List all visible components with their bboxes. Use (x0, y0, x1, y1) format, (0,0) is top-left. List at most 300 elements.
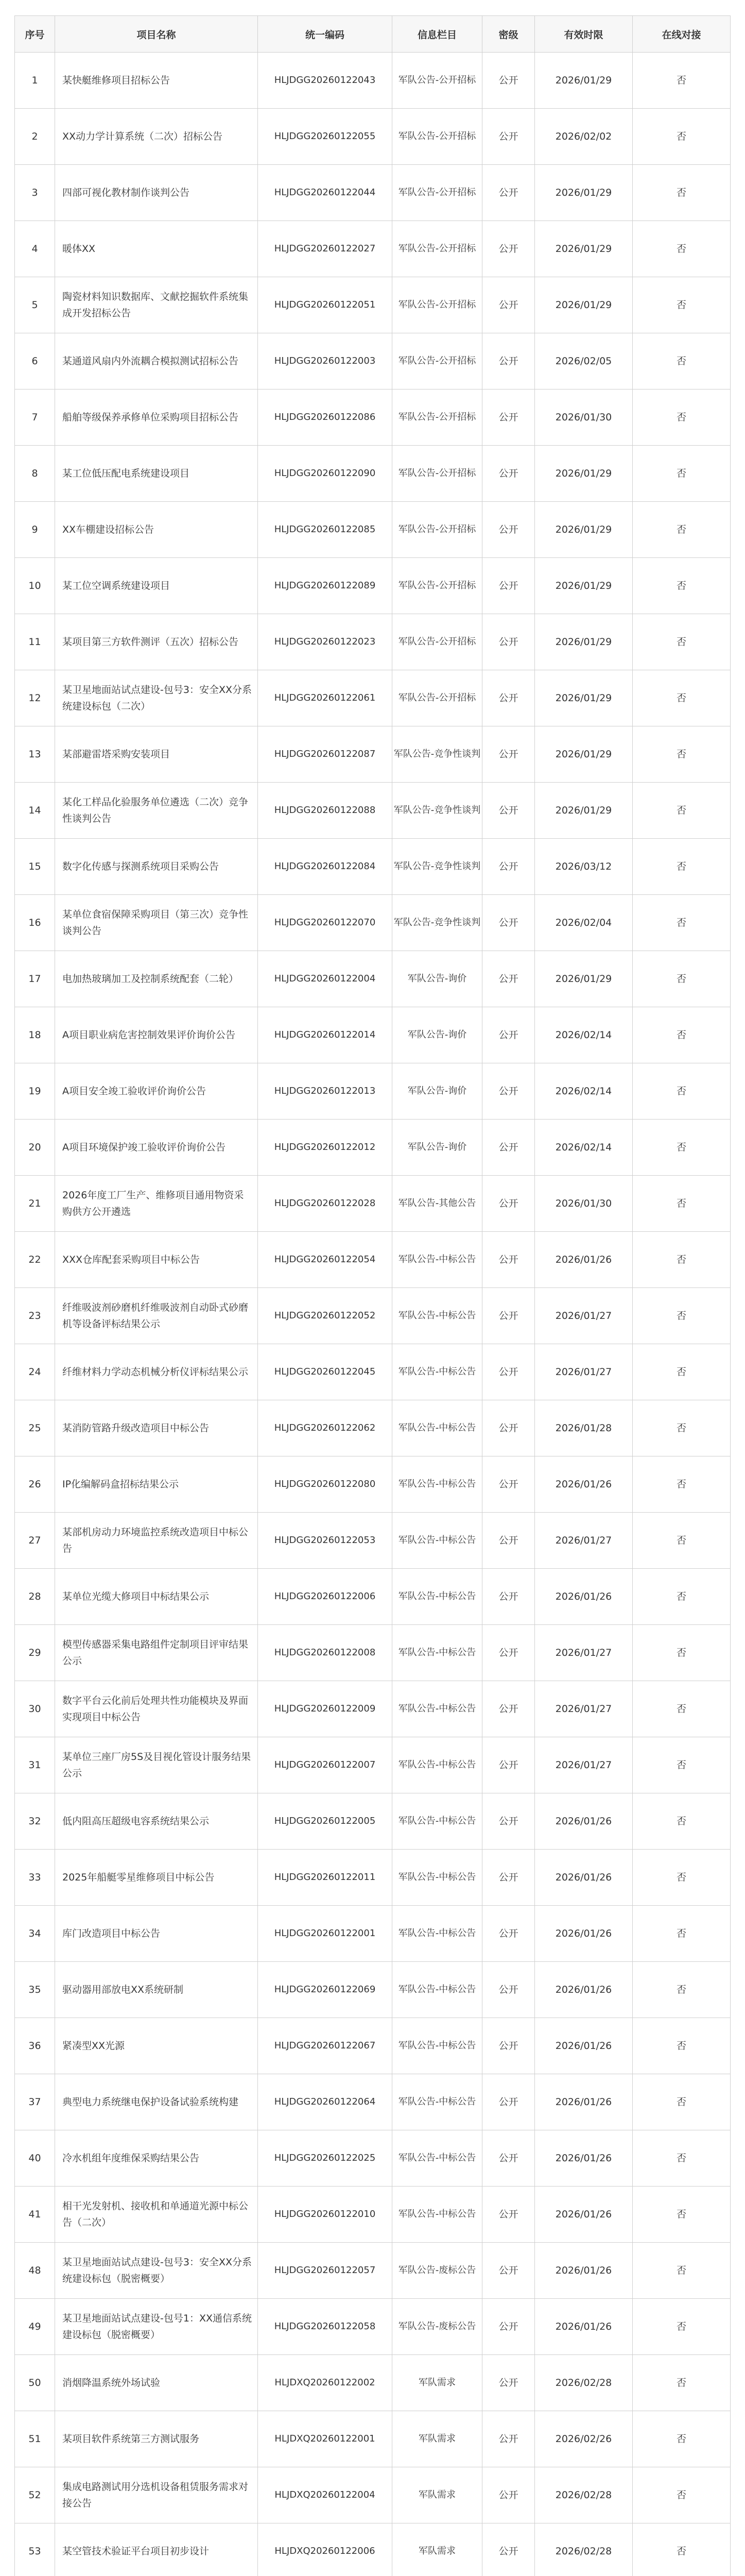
unified-code: HLJDGG20260122089 (258, 558, 392, 614)
row-index: 18 (15, 1007, 55, 1063)
info-column: 军队公告-竞争性谈判 (392, 839, 482, 895)
validity-date: 2026/02/28 (535, 2467, 633, 2523)
online-docking: 否 (633, 1962, 731, 2018)
table-row (15, 2130, 731, 2187)
info-column: 军队公告-询价 (392, 1007, 482, 1063)
online-docking: 否 (633, 2467, 731, 2523)
validity-date: 2026/01/30 (535, 389, 633, 446)
info-column: 军队公告-其他公告 (392, 1176, 482, 1232)
security-level: 公开 (482, 1344, 535, 1400)
table-row (15, 614, 731, 670)
online-docking: 否 (633, 558, 731, 614)
validity-date: 2026/01/29 (535, 446, 633, 502)
unified-code: HLJDGG20260122005 (258, 1793, 392, 1850)
info-column: 军队公告-询价 (392, 1063, 482, 1120)
table-row (15, 1737, 731, 1793)
security-level: 公开 (482, 1120, 535, 1176)
project-name: 某工位低压配电系统建设项目 (55, 446, 258, 502)
row-index: 50 (15, 2355, 55, 2411)
row-index: 3 (15, 165, 55, 221)
online-docking: 否 (633, 2411, 731, 2467)
online-docking: 否 (633, 2187, 731, 2243)
row-index: 2 (15, 109, 55, 165)
row-index: 27 (15, 1513, 55, 1569)
security-level: 公开 (482, 614, 535, 670)
table-row (15, 1850, 731, 1906)
row-index: 37 (15, 2074, 55, 2130)
info-column: 军队公告-公开招标 (392, 614, 482, 670)
info-column: 军队公告-中标公告 (392, 2187, 482, 2243)
project-name: 某消防管路升级改造项目中标公告 (55, 1400, 258, 1456)
validity-date: 2026/01/26 (535, 1569, 633, 1625)
online-docking: 否 (633, 53, 731, 109)
row-index: 5 (15, 277, 55, 333)
project-name: 某卫星地面站试点建设-包号3：安全XX分系统建设标包（脱密概要） (55, 2243, 258, 2299)
validity-date: 2026/03/12 (535, 839, 633, 895)
unified-code: HLJDGG20260122043 (258, 53, 392, 109)
table-row (15, 1681, 731, 1737)
info-column: 军队需求 (392, 2467, 482, 2523)
validity-date: 2026/01/28 (535, 1400, 633, 1456)
table-row (15, 1456, 731, 1513)
validity-date: 2026/02/04 (535, 895, 633, 951)
table-row (15, 1793, 731, 1850)
project-name: XX车棚建设招标公告 (55, 502, 258, 558)
info-column: 军队公告-公开招标 (392, 446, 482, 502)
unified-code: HLJDGG20260122028 (258, 1176, 392, 1232)
security-level: 公开 (482, 389, 535, 446)
security-level: 公开 (482, 895, 535, 951)
announcement-table (14, 15, 731, 2576)
online-docking: 否 (633, 277, 731, 333)
validity-date: 2026/01/27 (535, 1288, 633, 1344)
project-name: XXX仓库配套采购项目中标公告 (55, 1232, 258, 1288)
online-docking: 否 (633, 1063, 731, 1120)
security-level: 公开 (482, 2074, 535, 2130)
online-docking: 否 (633, 165, 731, 221)
online-docking: 否 (633, 2243, 731, 2299)
row-index: 21 (15, 1176, 55, 1232)
table-row (15, 53, 731, 109)
unified-code: HLJDGG20260122023 (258, 614, 392, 670)
project-name: 四部可视化教材制作谈判公告 (55, 165, 258, 221)
info-column: 军队公告-中标公告 (392, 1344, 482, 1400)
table-body (15, 53, 731, 2576)
table-row (15, 1569, 731, 1625)
online-docking: 否 (633, 1737, 731, 1793)
online-docking: 否 (633, 1456, 731, 1513)
validity-date: 2026/02/14 (535, 1063, 633, 1120)
security-level: 公开 (482, 2299, 535, 2355)
row-index: 33 (15, 1850, 55, 1906)
row-index: 29 (15, 1625, 55, 1681)
info-column: 军队公告-中标公告 (392, 1288, 482, 1344)
unified-code: HLJDGG20260122025 (258, 2130, 392, 2187)
security-level: 公开 (482, 1176, 535, 1232)
row-index: 35 (15, 1962, 55, 2018)
unified-code: HLJDGG20260122006 (258, 1569, 392, 1625)
project-name: 纤维材料力学动态机械分析仪评标结果公示 (55, 1344, 258, 1400)
unified-code: HLJDGG20260122088 (258, 783, 392, 839)
security-level: 公开 (482, 109, 535, 165)
security-level: 公开 (482, 839, 535, 895)
table-row (15, 951, 731, 1007)
security-level: 公开 (482, 2187, 535, 2243)
online-docking: 否 (633, 614, 731, 670)
row-index: 11 (15, 614, 55, 670)
project-name: 某通道风扇内外流耦合模拟测试招标公告 (55, 333, 258, 389)
project-name: 某卫星地面站试点建设-包号3：安全XX分系统建设标包（二次） (55, 670, 258, 726)
security-level: 公开 (482, 1962, 535, 2018)
security-level: 公开 (482, 2243, 535, 2299)
security-level: 公开 (482, 502, 535, 558)
project-name: 相干光发射机、接收机和单通道光源中标公告（二次） (55, 2187, 258, 2243)
security-level: 公开 (482, 726, 535, 783)
info-column: 军队公告-中标公告 (392, 1456, 482, 1513)
table-row (15, 2355, 731, 2411)
unified-code: HLJDGG20260122009 (258, 1681, 392, 1737)
unified-code: HLJDGG20260122044 (258, 165, 392, 221)
security-level: 公开 (482, 2523, 535, 2576)
announcement-table-wrapper (14, 15, 730, 2576)
table-row (15, 1007, 731, 1063)
project-name: 某卫星地面站试点建设-包号1：XX通信系统建设标包（脱密概要） (55, 2299, 258, 2355)
unified-code: HLJDGG20260122051 (258, 277, 392, 333)
online-docking: 否 (633, 1906, 731, 1962)
validity-date: 2026/01/26 (535, 2243, 633, 2299)
table-header-row (15, 16, 731, 53)
header-info-column: 信息栏目 (392, 16, 482, 53)
row-index: 34 (15, 1906, 55, 1962)
table-row (15, 1344, 731, 1400)
security-level: 公开 (482, 1569, 535, 1625)
table-row (15, 726, 731, 783)
validity-date: 2026/01/27 (535, 1513, 633, 1569)
validity-date: 2026/01/29 (535, 165, 633, 221)
online-docking: 否 (633, 1513, 731, 1569)
validity-date: 2026/01/29 (535, 951, 633, 1007)
table-row (15, 1962, 731, 2018)
table-row (15, 446, 731, 502)
security-level: 公开 (482, 1007, 535, 1063)
unified-code: HLJDGG20260122054 (258, 1232, 392, 1288)
validity-date: 2026/01/29 (535, 53, 633, 109)
row-index: 51 (15, 2411, 55, 2467)
table-row (15, 2018, 731, 2074)
row-index: 25 (15, 1400, 55, 1456)
project-name: 库门改造项目中标公告 (55, 1906, 258, 1962)
project-name: 某快艇维修项目招标公告 (55, 53, 258, 109)
project-name: 纤维吸波剂砂磨机纤维吸波剂自动卧式砂磨机等设备评标结果公示 (55, 1288, 258, 1344)
info-column: 军队公告-中标公告 (392, 1793, 482, 1850)
security-level: 公开 (482, 1232, 535, 1288)
table-row (15, 2467, 731, 2523)
validity-date: 2026/01/29 (535, 783, 633, 839)
row-index: 12 (15, 670, 55, 726)
unified-code: HLJDGG20260122001 (258, 1906, 392, 1962)
table-row (15, 2299, 731, 2355)
row-index: 22 (15, 1232, 55, 1288)
validity-date: 2026/02/05 (535, 333, 633, 389)
table-row (15, 221, 731, 277)
info-column: 军队公告-中标公告 (392, 1513, 482, 1569)
security-level: 公开 (482, 1513, 535, 1569)
project-name: 集成电路测试用分选机设备租赁服务需求对接公告 (55, 2467, 258, 2523)
validity-date: 2026/01/26 (535, 2299, 633, 2355)
info-column: 军队公告-公开招标 (392, 502, 482, 558)
validity-date: 2026/01/27 (535, 1625, 633, 1681)
header-security-level: 密级 (482, 16, 535, 53)
table-row (15, 502, 731, 558)
online-docking: 否 (633, 1288, 731, 1344)
unified-code: HLJDGG20260122087 (258, 726, 392, 783)
info-column: 军队公告-公开招标 (392, 53, 482, 109)
validity-date: 2026/01/26 (535, 2018, 633, 2074)
validity-date: 2026/01/26 (535, 2187, 633, 2243)
online-docking: 否 (633, 221, 731, 277)
table-row (15, 389, 731, 446)
unified-code: HLJDGG20260122013 (258, 1063, 392, 1120)
info-column: 军队需求 (392, 2411, 482, 2467)
validity-date: 2026/01/29 (535, 277, 633, 333)
header-project-name: 项目名称 (55, 16, 258, 53)
row-index: 26 (15, 1456, 55, 1513)
project-name: 陶瓷材料知识数据库、文献挖掘软件系统集成开发招标公告 (55, 277, 258, 333)
online-docking: 否 (633, 1344, 731, 1400)
validity-date: 2026/01/26 (535, 1906, 633, 1962)
security-level: 公开 (482, 1681, 535, 1737)
unified-code: HLJDGG20260122008 (258, 1625, 392, 1681)
project-name: 2026年度工厂生产、维修项目通用物资采购供方公开遴选 (55, 1176, 258, 1232)
header-validity: 有效时限 (535, 16, 633, 53)
header-online-docking: 在线对接 (633, 16, 731, 53)
security-level: 公开 (482, 2355, 535, 2411)
validity-date: 2026/02/26 (535, 2411, 633, 2467)
unified-code: HLJDGG20260122057 (258, 2243, 392, 2299)
row-index: 9 (15, 502, 55, 558)
table-row (15, 1400, 731, 1456)
row-index: 30 (15, 1681, 55, 1737)
project-name: 船舶等级保养承修单位采购项目招标公告 (55, 389, 258, 446)
unified-code: HLJDGG20260122061 (258, 670, 392, 726)
online-docking: 否 (633, 389, 731, 446)
security-level: 公开 (482, 1793, 535, 1850)
online-docking: 否 (633, 1176, 731, 1232)
info-column: 军队公告-询价 (392, 951, 482, 1007)
unified-code: HLJDXQ20260122006 (258, 2523, 392, 2576)
row-index: 32 (15, 1793, 55, 1850)
row-index: 31 (15, 1737, 55, 1793)
online-docking: 否 (633, 2355, 731, 2411)
info-column: 军队公告-中标公告 (392, 2018, 482, 2074)
row-index: 23 (15, 1288, 55, 1344)
unified-code: HLJDGG20260122010 (258, 2187, 392, 2243)
project-name: 暖体XX (55, 221, 258, 277)
info-column: 军队公告-公开招标 (392, 109, 482, 165)
project-name: 某部机房动力环境监控系统改造项目中标公告 (55, 1513, 258, 1569)
table-row (15, 2074, 731, 2130)
project-name: 某单位食宿保障采购项目（第三次）竞争性谈判公告 (55, 895, 258, 951)
project-name: A项目安全竣工验收评价询价公告 (55, 1063, 258, 1120)
project-name: IP化编解码盒招标结果公示 (55, 1456, 258, 1513)
row-index: 36 (15, 2018, 55, 2074)
row-index: 28 (15, 1569, 55, 1625)
info-column: 军队公告-竞争性谈判 (392, 895, 482, 951)
table-row (15, 783, 731, 839)
table-row (15, 2187, 731, 2243)
security-level: 公开 (482, 783, 535, 839)
security-level: 公开 (482, 1456, 535, 1513)
validity-date: 2026/01/26 (535, 2130, 633, 2187)
info-column: 军队公告-竞争性谈判 (392, 783, 482, 839)
project-name: 某单位三座厂房5S及目视化管设计服务结果公示 (55, 1737, 258, 1793)
info-column: 军队公告-中标公告 (392, 1625, 482, 1681)
table-row (15, 1906, 731, 1962)
validity-date: 2026/02/02 (535, 109, 633, 165)
table-row (15, 277, 731, 333)
info-column: 军队需求 (392, 2523, 482, 2576)
project-name: 消烟降温系统外场试验 (55, 2355, 258, 2411)
security-level: 公开 (482, 1850, 535, 1906)
unified-code: HLJDGG20260122053 (258, 1513, 392, 1569)
table-row (15, 1120, 731, 1176)
security-level: 公开 (482, 277, 535, 333)
project-name: 某单位光缆大修项目中标结果公示 (55, 1569, 258, 1625)
table-row (15, 839, 731, 895)
info-column: 军队需求 (392, 2355, 482, 2411)
unified-code: HLJDGG20260122069 (258, 1962, 392, 2018)
row-index: 41 (15, 2187, 55, 2243)
security-level: 公开 (482, 670, 535, 726)
row-index: 40 (15, 2130, 55, 2187)
security-level: 公开 (482, 1906, 535, 1962)
table-row (15, 1513, 731, 1569)
validity-date: 2026/01/27 (535, 1737, 633, 1793)
info-column: 军队公告-中标公告 (392, 1850, 482, 1906)
project-name: 紧凑型XX光源 (55, 2018, 258, 2074)
info-column: 军队公告-公开招标 (392, 389, 482, 446)
row-index: 15 (15, 839, 55, 895)
validity-date: 2026/02/28 (535, 2355, 633, 2411)
security-level: 公开 (482, 2411, 535, 2467)
table-row (15, 165, 731, 221)
info-column: 军队公告-公开招标 (392, 221, 482, 277)
security-level: 公开 (482, 1737, 535, 1793)
online-docking: 否 (633, 1120, 731, 1176)
online-docking: 否 (633, 1681, 731, 1737)
online-docking: 否 (633, 2299, 731, 2355)
row-index: 52 (15, 2467, 55, 2523)
unified-code: HLJDGG20260122058 (258, 2299, 392, 2355)
table-row (15, 2523, 731, 2576)
unified-code: HLJDGG20260122011 (258, 1850, 392, 1906)
online-docking: 否 (633, 839, 731, 895)
online-docking: 否 (633, 502, 731, 558)
unified-code: HLJDGG20260122080 (258, 1456, 392, 1513)
table-row (15, 1232, 731, 1288)
unified-code: HLJDGG20260122027 (258, 221, 392, 277)
security-level: 公开 (482, 333, 535, 389)
info-column: 军队公告-中标公告 (392, 1232, 482, 1288)
security-level: 公开 (482, 446, 535, 502)
info-column: 军队公告-中标公告 (392, 1569, 482, 1625)
validity-date: 2026/01/29 (535, 614, 633, 670)
online-docking: 否 (633, 951, 731, 1007)
info-column: 军队公告-公开招标 (392, 277, 482, 333)
project-name: 电加热玻璃加工及控制系统配套（二轮） (55, 951, 258, 1007)
validity-date: 2026/02/14 (535, 1007, 633, 1063)
table-row (15, 1288, 731, 1344)
online-docking: 否 (633, 1569, 731, 1625)
online-docking: 否 (633, 2130, 731, 2187)
project-name: 某工位空调系统建设项目 (55, 558, 258, 614)
row-index: 16 (15, 895, 55, 951)
project-name: 2025年船艇零星维修项目中标公告 (55, 1850, 258, 1906)
info-column: 军队公告-竞争性谈判 (392, 726, 482, 783)
security-level: 公开 (482, 2467, 535, 2523)
row-index: 20 (15, 1120, 55, 1176)
project-name: 低内阻高压超级电容系统结果公示 (55, 1793, 258, 1850)
unified-code: HLJDXQ20260122002 (258, 2355, 392, 2411)
row-index: 4 (15, 221, 55, 277)
validity-date: 2026/01/30 (535, 1176, 633, 1232)
validity-date: 2026/01/26 (535, 1793, 633, 1850)
project-name: 某空管技术验证平台项目初步设计 (55, 2523, 258, 2576)
project-name: 某项目第三方软件测评（五次）招标公告 (55, 614, 258, 670)
project-name: 某部避雷塔采购安装项目 (55, 726, 258, 783)
table-row (15, 1176, 731, 1232)
online-docking: 否 (633, 1850, 731, 1906)
unified-code: HLJDGG20260122014 (258, 1007, 392, 1063)
unified-code: HLJDGG20260122084 (258, 839, 392, 895)
info-column: 军队公告-公开招标 (392, 558, 482, 614)
security-level: 公开 (482, 2018, 535, 2074)
table-row (15, 333, 731, 389)
unified-code: HLJDGG20260122007 (258, 1737, 392, 1793)
row-index: 17 (15, 951, 55, 1007)
table-row (15, 1625, 731, 1681)
online-docking: 否 (633, 895, 731, 951)
security-level: 公开 (482, 1400, 535, 1456)
row-index: 53 (15, 2523, 55, 2576)
security-level: 公开 (482, 53, 535, 109)
validity-date: 2026/01/29 (535, 221, 633, 277)
online-docking: 否 (633, 1793, 731, 1850)
unified-code: HLJDXQ20260122001 (258, 2411, 392, 2467)
unified-code: HLJDGG20260122003 (258, 333, 392, 389)
validity-date: 2026/01/27 (535, 1344, 633, 1400)
unified-code: HLJDGG20260122045 (258, 1344, 392, 1400)
row-index: 7 (15, 389, 55, 446)
security-level: 公开 (482, 1625, 535, 1681)
online-docking: 否 (633, 446, 731, 502)
online-docking: 否 (633, 1007, 731, 1063)
info-column: 军队公告-中标公告 (392, 1681, 482, 1737)
row-index: 49 (15, 2299, 55, 2355)
row-index: 24 (15, 1344, 55, 1400)
security-level: 公开 (482, 221, 535, 277)
validity-date: 2026/01/26 (535, 1850, 633, 1906)
project-name: 数字化传感与探测系统项目采购公告 (55, 839, 258, 895)
validity-date: 2026/01/26 (535, 1232, 633, 1288)
validity-date: 2026/01/29 (535, 502, 633, 558)
online-docking: 否 (633, 2074, 731, 2130)
info-column: 军队公告-中标公告 (392, 1906, 482, 1962)
header-unified-code: 统一编码 (258, 16, 392, 53)
unified-code: HLJDGG20260122067 (258, 2018, 392, 2074)
info-column: 军队公告-废标公告 (392, 2243, 482, 2299)
project-name: A项目职业病危害控制效果评价询价公告 (55, 1007, 258, 1063)
